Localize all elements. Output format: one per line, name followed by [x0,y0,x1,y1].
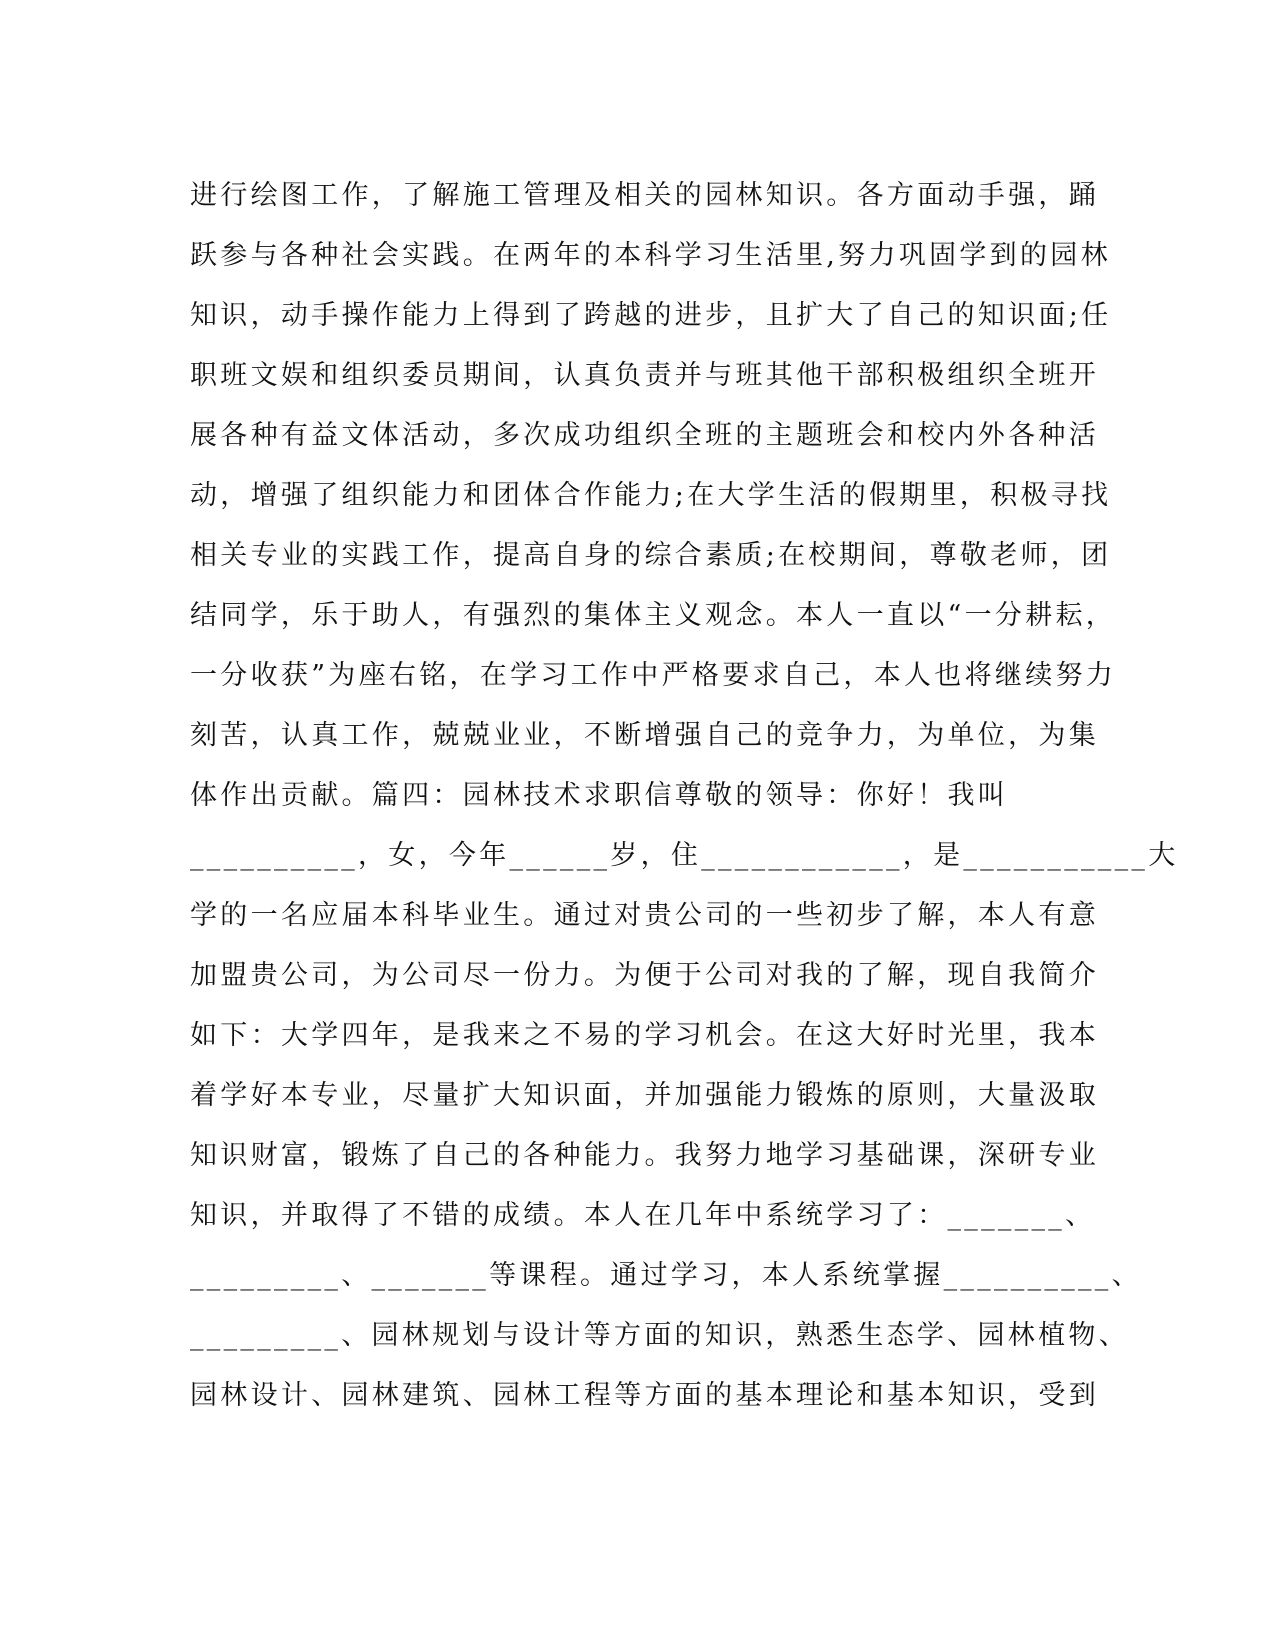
text-line-4: 职班文娱和组织委员期间，认真负责并与班其他干部积极组织全班开 [190,360,1099,391]
text-line-5: 展各种有益文体活动，多次成功组织全班的主题班会和校内外各种活 [190,420,1099,451]
text-line-6: 动，增强了组织能力和团体合作能力;在大学生活的假期里，积极寻找 [190,480,1112,511]
text-line-12: __________，女，今年______岁，住____________，是___________大 [190,840,1179,871]
text-line-14: 加盟贵公司，为公司尽一份力。为便于公司对我的了解，现自我简介 [190,960,1099,991]
text-line-13: 学的一名应届本科毕业生。通过对贵公司的一些初步了解，本人有意 [190,900,1099,931]
body-text [190,166,1179,1426]
text-line-10: 刻苦，认真工作，兢兢业业，不断增强自己的竞争力，为单位，为集 [190,720,1099,751]
text-line-3: 知识，动手操作能力上得到了跨越的进步，且扩大了自己的知识面;任 [190,300,1112,331]
text-line-21: 园林设计、园林建筑、园林工程等方面的基本理论和基本知识，受到 [190,1380,1099,1411]
text-line-11: 体作出贡献。篇四：园林技术求职信尊敬的领导：你好！我叫 [190,780,1009,811]
text-line-2: 跃参与各种社会实践。在两年的本科学习生活里,努力巩固学到的园林 [190,240,1111,271]
text-line-20: _________、园林规划与设计等方面的知识，熟悉生态学、园林植物、 [190,1320,1129,1351]
text-line-9: 一分收获”为座右铭，在学习工作中严格要求自己，本人也将继续努力 [190,660,1117,691]
text-line-19: _________、_______等课程。通过学习，本人系统掌握__________、 [190,1260,1142,1291]
text-line-17: 知识财富，锻炼了自己的各种能力。我努力地学习基础课，深研专业 [190,1140,1099,1171]
text-line-1: 进行绘图工作，了解施工管理及相关的园林知识。各方面动手强，踊 [190,180,1099,211]
text-line-18: 知识，并取得了不错的成绩。本人在几年中系统学习了：_______、 [190,1200,1096,1231]
text-line-8: 结同学，乐于助人，有强烈的集体主义观念。本人一直以“一分耕耘， [190,600,1117,631]
text-line-15: 如下：大学四年，是我来之不易的学习机会。在这大好时光里，我本 [190,1020,1099,1051]
text-line-16: 着学好本专业，尽量扩大知识面，并加强能力锻炼的原则，大量汲取 [190,1080,1099,1111]
text-line-7: 相关专业的实践工作，提高自身的综合素质;在校期间，尊敬老师，团 [190,540,1112,571]
